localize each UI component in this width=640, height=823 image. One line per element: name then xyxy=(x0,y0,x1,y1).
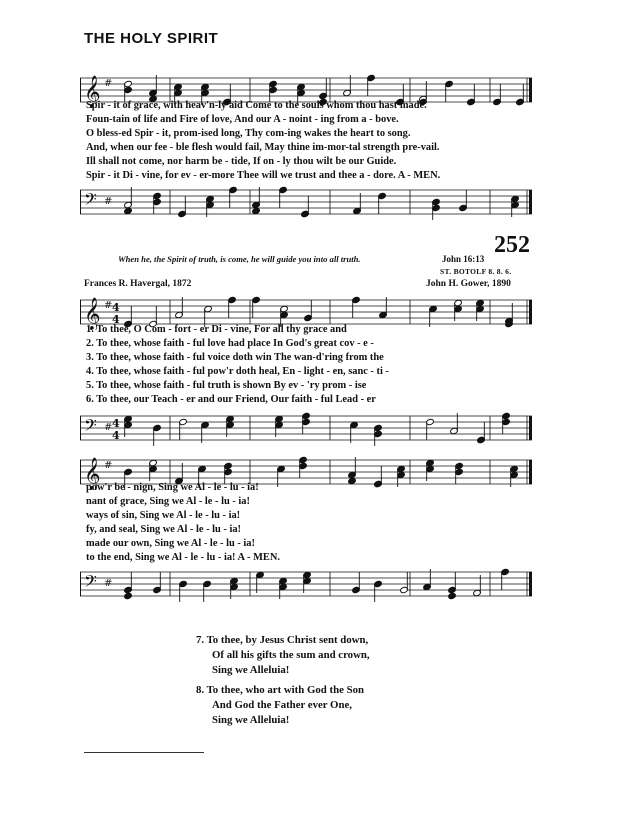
lyric-line: 1. To thee, O Com - fort - er Di - vine, For all thy grace and xyxy=(86,324,347,335)
svg-text:4: 4 xyxy=(112,301,120,314)
svg-text:#: # xyxy=(104,78,113,89)
bass-staff xyxy=(80,186,532,220)
stanza-line: Of all his gifts the sum and crown, xyxy=(212,649,370,661)
stanza-8 xyxy=(196,683,364,728)
footer-rule xyxy=(84,752,204,753)
scripture-reference: John 16:13 xyxy=(442,254,485,264)
stanza-line: Sing we Alleluia! xyxy=(212,714,290,726)
svg-text:#: # xyxy=(104,578,113,589)
tune-name: ST. BOTOLF 8. 8. 6. xyxy=(440,267,512,276)
svg-text:𝄞: 𝄞 xyxy=(84,457,101,490)
svg-text:𝄞: 𝄞 xyxy=(84,75,101,108)
stanza-7 xyxy=(196,633,370,678)
svg-text:𝄢: 𝄢 xyxy=(84,415,97,439)
lyric-line: 5. To thee, whose faith - ful truth is shown By ev - 'ry prom - ise xyxy=(86,380,367,391)
svg-text:#: # xyxy=(104,460,113,471)
lyric-line: pow'r be - nign, Sing we Al - le - lu - ia! xyxy=(86,482,259,493)
stanza-line: 7. To thee, by Jesus Christ sent down, xyxy=(196,634,369,646)
lyric-line: 3. To thee, whose faith - ful voice doth win The wan-d'ring from the xyxy=(86,352,384,363)
svg-text:#: # xyxy=(104,422,113,433)
stanza-line: And God the Father ever One, xyxy=(212,699,352,711)
svg-text:4: 4 xyxy=(112,429,120,442)
svg-text:#: # xyxy=(104,196,113,207)
section-title: THE HOLY SPIRIT xyxy=(84,30,219,47)
stanza-line: Sing we Alleluia! xyxy=(212,664,290,676)
hymn-system-1 xyxy=(80,292,532,458)
lyric-line: O bless-ed Spir - it, prom-ised long, Thy com-ing wakes the heart to song. xyxy=(86,128,411,139)
scripture-quote: When he, the Spirit of truth, is come, he will guide you into all truth. xyxy=(118,254,361,264)
bass-staff xyxy=(80,568,532,602)
stanza-line: 8. To thee, who art with God the Son xyxy=(196,684,364,696)
hymn-system-2 xyxy=(80,456,532,616)
lyric-line: nant of grace, Sing we Al - le - lu - ia! xyxy=(86,496,250,507)
previous-hymn-system xyxy=(80,66,532,226)
lyric-line: Ill shall not come, nor harm be - tide, If on - ly thou wilt be our Guide. xyxy=(86,156,397,167)
svg-text:#: # xyxy=(104,300,113,311)
svg-text:𝄢: 𝄢 xyxy=(84,571,97,595)
lyric-line: ways of sin, Sing we Al - le - lu - ia! xyxy=(86,510,241,521)
lyric-line: made our own, Sing we Al - le - lu - ia! xyxy=(86,538,255,549)
lyric-line: fy, and seal, Sing we Al - le - lu - ia! xyxy=(86,524,242,535)
lyric-line: 6. To thee, our Teach - er and our Friend, Our faith - ful Lead - er xyxy=(86,394,376,405)
lyric-line: 4. To thee, whose faith - ful pow'r doth heal, En - light - en, sanc - ti - xyxy=(86,366,389,377)
lyric-line: Spir - it Di - vine, for ev - er-more Thee will we trust and thee a - dore. A - MEN. xyxy=(86,170,441,181)
lyric-line: Foun-tain of life and Fire of love, And our A - noint - ing from a - bove. xyxy=(86,114,399,125)
lyric-line: Spir - it of grace, with heav'n-ly aid Come to the souls whom thou hast made. xyxy=(86,100,427,111)
lyric-line: to the end, Sing we Al - le - lu - ia! A - MEN. xyxy=(86,552,280,563)
hymn-number: 252 xyxy=(494,232,530,258)
lyric-line: 2. To thee, whose faith - ful love had place In God's great cov - e - xyxy=(86,338,374,349)
author-credit: Frances R. Havergal, 1872 xyxy=(84,279,192,289)
svg-text:4: 4 xyxy=(112,417,120,430)
bass-staff xyxy=(80,412,532,446)
svg-text:𝄢: 𝄢 xyxy=(84,189,97,213)
composer-credit: John H. Gower, 1890 xyxy=(426,279,511,289)
lyric-line: And, when our fee - ble flesh would fail, May thine im-mor-tal strength pre-vail. xyxy=(86,142,440,153)
svg-text:4: 4 xyxy=(112,313,120,326)
svg-text:𝄞: 𝄞 xyxy=(84,297,101,330)
